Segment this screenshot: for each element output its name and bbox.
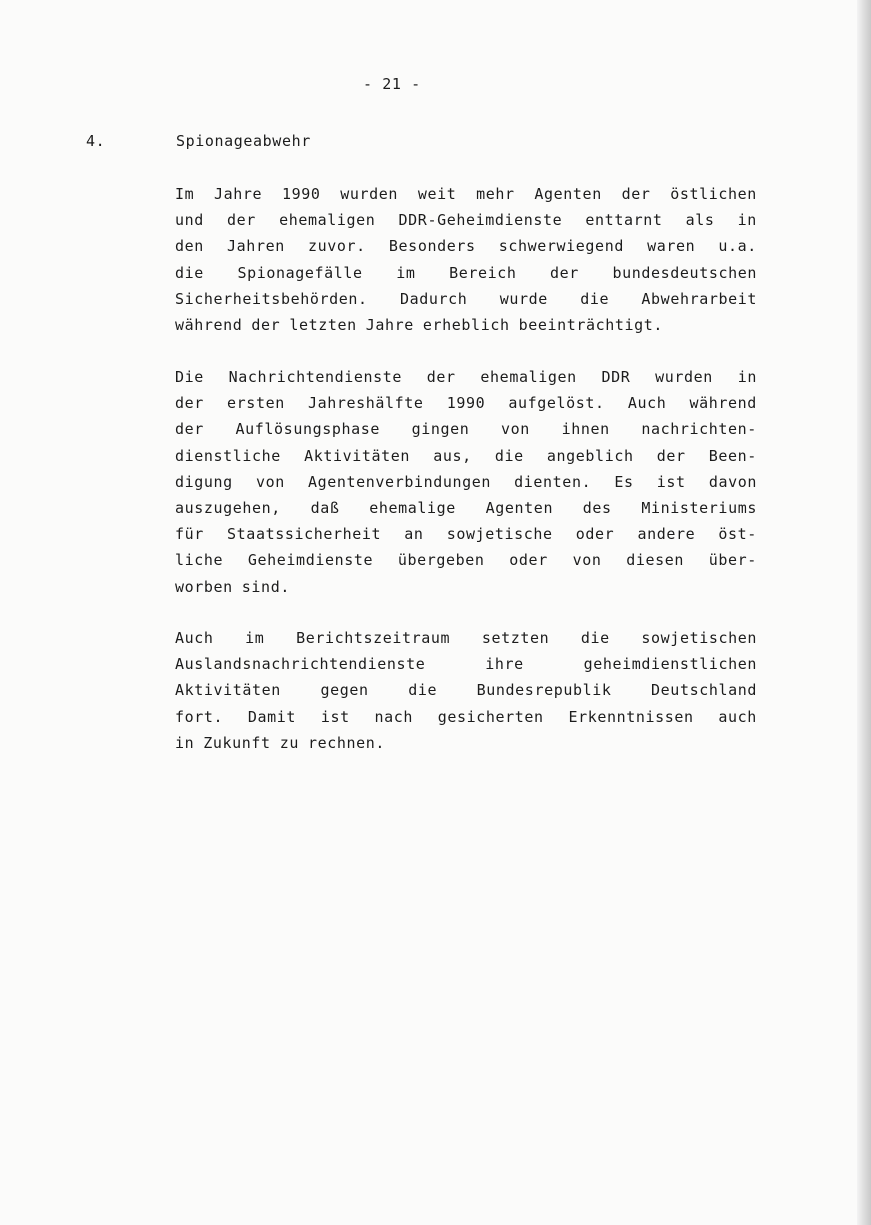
word: dienstliche: [175, 446, 281, 465]
word: ihre: [485, 655, 524, 674]
word: Jahreshälfte: [307, 394, 424, 413]
word: Erkenntnissen: [568, 707, 694, 726]
word: auch: [718, 707, 757, 726]
word: öst-: [718, 525, 757, 544]
word: nach: [374, 707, 413, 726]
text-line: [175, 704, 757, 730]
word: als: [685, 211, 715, 230]
word: beeinträchtigt.: [518, 315, 664, 334]
word: der: [251, 315, 281, 334]
text-line: [175, 390, 757, 416]
text-line: [175, 625, 757, 651]
word: setzten: [481, 629, 550, 647]
word: Bundesrepublik: [476, 681, 612, 700]
word: in: [175, 733, 195, 752]
page-edge-shadow: [857, 0, 871, 1225]
word: der: [175, 394, 204, 413]
word: während: [689, 394, 757, 413]
text-line: [175, 730, 757, 756]
word: im: [396, 263, 416, 282]
text-line: [175, 677, 757, 703]
word: Jahren: [227, 237, 285, 256]
text-line: [175, 286, 757, 312]
word: schwerwiegend: [498, 237, 624, 256]
word: Auflösungsphase: [235, 420, 380, 439]
word: zuvor.: [307, 237, 366, 256]
word: Auslandsnachrichtendienste: [175, 655, 426, 674]
word: von: [501, 420, 530, 439]
word: Agenten: [485, 498, 554, 517]
word: Damit: [247, 707, 297, 726]
word: 1990: [446, 394, 486, 413]
word: digung: [175, 472, 233, 491]
section-title: Spionageabwehr: [176, 132, 311, 150]
word: der: [550, 263, 579, 282]
word: in: [737, 211, 757, 230]
word: ihnen: [561, 420, 610, 439]
word: in: [737, 368, 757, 386]
word: Deutschland: [651, 681, 757, 700]
word: Die: [175, 368, 204, 386]
word: DDR-Geheimdienste: [398, 211, 563, 230]
word: Auch: [627, 394, 667, 413]
word: ehemaligen: [279, 211, 376, 230]
word: für: [175, 525, 204, 544]
word: gesicherten: [437, 707, 544, 726]
word: enttarnt: [585, 211, 663, 230]
text-line: [175, 495, 757, 521]
word: Zukunft: [203, 733, 271, 752]
word: Berichtszeitraum: [296, 629, 451, 647]
word: der: [656, 446, 686, 465]
word: Nachrichtendienste: [228, 368, 403, 386]
word: Ministeriums: [641, 498, 757, 517]
word: während: [175, 315, 243, 334]
word: übergeben: [397, 551, 485, 570]
word: waren: [647, 237, 696, 256]
word: die: [580, 289, 610, 308]
word: worben: [175, 577, 233, 596]
word: auszugehen,: [175, 498, 281, 517]
word: ist: [656, 472, 686, 491]
text-line: [175, 416, 757, 442]
word: an: [404, 525, 424, 544]
word: die: [494, 446, 524, 465]
word: ehemaligen: [480, 368, 577, 386]
word: über-: [708, 551, 757, 570]
word: Staatssicherheit: [227, 525, 382, 544]
word: Sicherheitsbehörden.: [175, 289, 368, 308]
word: Agentenverbindungen: [308, 472, 491, 491]
word: geheimdienstlichen: [583, 655, 757, 674]
paragraph-1: [175, 181, 757, 338]
word: des: [582, 498, 612, 517]
word: Agenten: [534, 185, 602, 203]
word: wurden: [655, 368, 713, 386]
text-line: [175, 651, 757, 677]
word: wurde: [499, 289, 548, 308]
word: Dadurch: [399, 289, 468, 308]
text-line: [175, 574, 757, 600]
paragraph-2: [175, 364, 757, 600]
text-line: [175, 312, 757, 338]
word: daß: [310, 498, 340, 517]
word: die: [580, 629, 610, 647]
text-line: [175, 469, 757, 495]
word: gingen: [411, 420, 470, 439]
text-line: [175, 521, 757, 547]
word: erheblich: [422, 315, 510, 334]
word: von: [572, 551, 602, 570]
word: oder: [575, 525, 615, 544]
word: sind.: [241, 577, 290, 596]
word: der: [227, 211, 256, 230]
text-line: [175, 181, 757, 207]
word: Spionagefälle: [237, 263, 363, 282]
word: Abwehrarbeit: [641, 289, 757, 308]
text-line: [175, 260, 757, 286]
word: Jahre: [365, 315, 414, 334]
word: letzten: [289, 315, 357, 334]
word: Auch: [175, 629, 214, 647]
word: die: [408, 681, 438, 700]
word: sowjetische: [446, 525, 553, 544]
word: 1990: [281, 185, 321, 203]
word: liche: [175, 551, 224, 570]
word: Jahre: [214, 185, 263, 203]
text-line: [175, 207, 757, 233]
word: der: [621, 185, 651, 203]
word: Es: [614, 472, 634, 491]
word: oder: [509, 551, 548, 570]
word: der: [175, 420, 204, 439]
word: die: [175, 263, 204, 282]
word: im: [245, 629, 265, 647]
word: und: [175, 211, 204, 230]
word: ehemalige: [369, 498, 456, 517]
word: fort.: [175, 707, 224, 726]
word: Been-: [708, 446, 757, 465]
word: von: [255, 472, 285, 491]
word: rechnen.: [307, 733, 385, 752]
word: mehr: [476, 185, 515, 203]
paragraph-3: [175, 625, 757, 756]
text-line: [175, 364, 757, 390]
page-number: - 21 -: [363, 75, 421, 93]
word: wurden: [340, 185, 399, 203]
word: Aktivitäten: [175, 681, 281, 700]
word: aufgelöst.: [508, 394, 605, 413]
text-line: [175, 547, 757, 573]
word: dienten.: [514, 472, 592, 491]
word: Besonders: [388, 237, 476, 256]
word: Aktivitäten: [304, 446, 411, 465]
word: sowjetischen: [641, 629, 757, 647]
word: ersten: [227, 394, 285, 413]
word: zu: [279, 733, 299, 752]
text-line: [175, 443, 757, 469]
word: der: [426, 368, 456, 386]
word: aus,: [433, 446, 472, 465]
word: ist: [320, 707, 350, 726]
word: gegen: [320, 681, 369, 700]
word: weit: [417, 185, 457, 203]
word: u.a.: [718, 237, 757, 256]
word: nachrichten-: [641, 420, 757, 439]
word: bundesdeutschen: [612, 263, 757, 282]
word: davon: [708, 472, 757, 491]
word: Im: [175, 185, 195, 203]
word: östlichen: [670, 185, 757, 203]
word: diesen: [626, 551, 685, 570]
word: angeblich: [546, 446, 634, 465]
word: Geheimdienste: [247, 551, 374, 570]
word: den: [175, 237, 204, 256]
word: DDR: [601, 368, 631, 386]
section-number: 4.: [86, 132, 106, 150]
word: andere: [637, 525, 696, 544]
text-line: [175, 233, 757, 259]
word: Bereich: [449, 263, 517, 282]
